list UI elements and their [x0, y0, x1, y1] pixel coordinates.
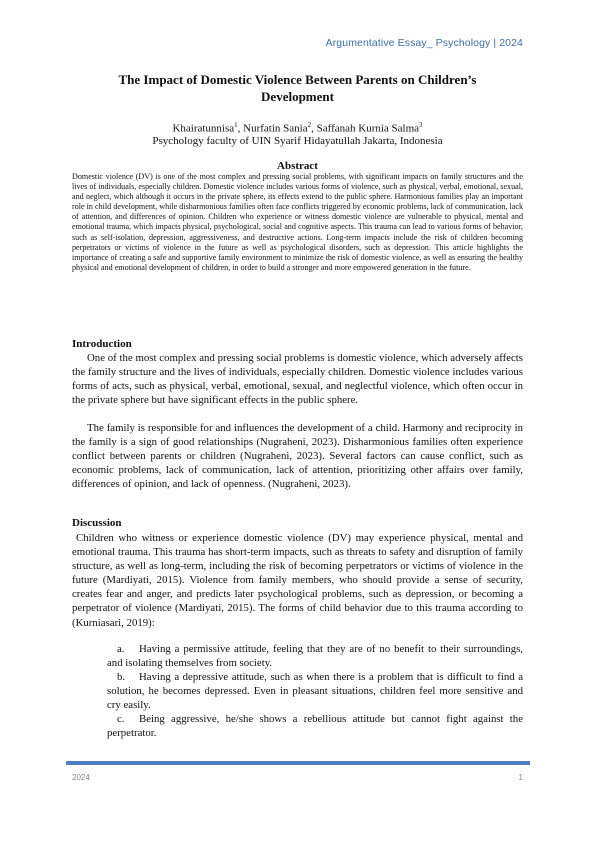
list-marker: b.: [117, 671, 126, 683]
page-number: 1: [518, 773, 523, 782]
footer-year: 2024: [72, 773, 90, 782]
abstract-heading: Abstract: [277, 160, 318, 172]
running-header: Argumentative Essay_ Psychology | 2024: [325, 37, 523, 49]
discussion-heading: Discussion: [72, 517, 122, 529]
footer-rule: [66, 761, 530, 765]
affiliation: Psychology faculty of UIN Syarif Hidayatullah Jakarta, Indonesia: [152, 135, 443, 147]
list-marker: a.: [117, 643, 125, 655]
list-item-text: Being aggressive, he/she shows a rebellious attitude but cannot fight against the perpetrator.: [107, 713, 523, 740]
abstract-text: Domestic violence (DV) is one of the most complex and pressing social problems, with significant impacts on family structures and the lives of individuals, especially children. Domestic violence includes various forms of violence, such as physical, verbal, emotional, sexual, and neglect, which although it occurs in the private sphere, its effects extend to the public sphere. Harmonious families play an important role in child development, while disharmonious families often face conflicts triggered by economic problems, lack of communication, lack of attention, and differences of opinion. Children who experience or witness domestic violence are vulnerable to physical, mental and emotional trauma, which impacts physical, psychological, social and cognitive aspects. This trauma can lead to various forms of behavior, such as self-isolation, depression, aggressiveness, and destructive actions. Long-term impacts include the risk of children becoming perpetrators or victims of violence in the future as well as psychological disorders, such as depression. This article highlights the importance of creating a safe and supportive family environment to minimize the risk of domestic violence, as well as ensuring the healthy physical and emotional development of children, in order to build a stronger and more empowered generation in the future.: [72, 172, 523, 272]
author-name: Nurfatin Sania: [243, 122, 308, 135]
list-item: [107, 712, 523, 740]
list-marker: c.: [117, 713, 125, 725]
author-name: Saffanah Kurnia Salma: [316, 122, 420, 135]
introduction-heading: Introduction: [72, 338, 132, 350]
list-item-text: Having a depressive attitude, such as when there is a problem that is difficult to find a solution, he becomes depressed. Even in pleasant situations, children feel more sensitive and cry easily.: [107, 671, 523, 712]
list-item: [107, 642, 523, 670]
introduction-paragraph: The family is responsible for and influences the development of a child. Harmony and reciprocity in the family is a sign of good relationships (Nugraheni, 2023). Disharmonious families often experience conflict between parents or children (Nugraheni, 2023). Several factors can cause conflict, such as economic problems, lack of communication, lack of attention, prioritizing other affairs over family, differences of opinion, and lack of openness. (Nugraheni, 2023).: [72, 422, 523, 491]
discussion-paragraph: Children who witness or experience domestic violence (DV) may experience physical, mental and emotional trauma. This trauma has short-term impacts, such as threats to safety and disruption of family structure, as well as long-term, including the risk of becoming perpetrators or victims of violence in the future (Mardiyati, 2015). Violence from family members, who should provide a sense of security, creates fear and anger, and predicts later psychological problems, such as depression, or becoming a perpetrator of violence (Mardiyati, 2015). The forms of child behavior due to this trauma according to (Kurniasari, 2019):: [72, 532, 523, 629]
author-affiliation-mark: 3: [419, 121, 423, 129]
author-affiliation-mark: 2: [307, 121, 312, 129]
introduction-paragraph: One of the most complex and pressing social problems is domestic violence, which adversely affects the family structure and the lives of individuals, especially children. Domestic violence includes various forms of acts, such as physical, verbal, emotional, sexual, and neglectful violence, which often occur in the private sphere but have significant effects in the public sphere.: [72, 352, 523, 407]
list-item-text: Having a permissive attitude, feeling that they are of no benefit to their surroundings, and isolating themselves from society.: [107, 643, 523, 670]
list-item: [107, 670, 523, 712]
author-affiliation-mark: 1: [234, 121, 238, 129]
author-name: Khairatunnisa: [172, 122, 235, 135]
author-list: Khairatunnisa$^1$, Nurfatin Sania$^2$, Saffanah Kurnia Salma$^3$: [172, 121, 423, 135]
paper-title: The Impact of Domestic Violence Between Parents on Children’s Development: [118, 72, 477, 104]
